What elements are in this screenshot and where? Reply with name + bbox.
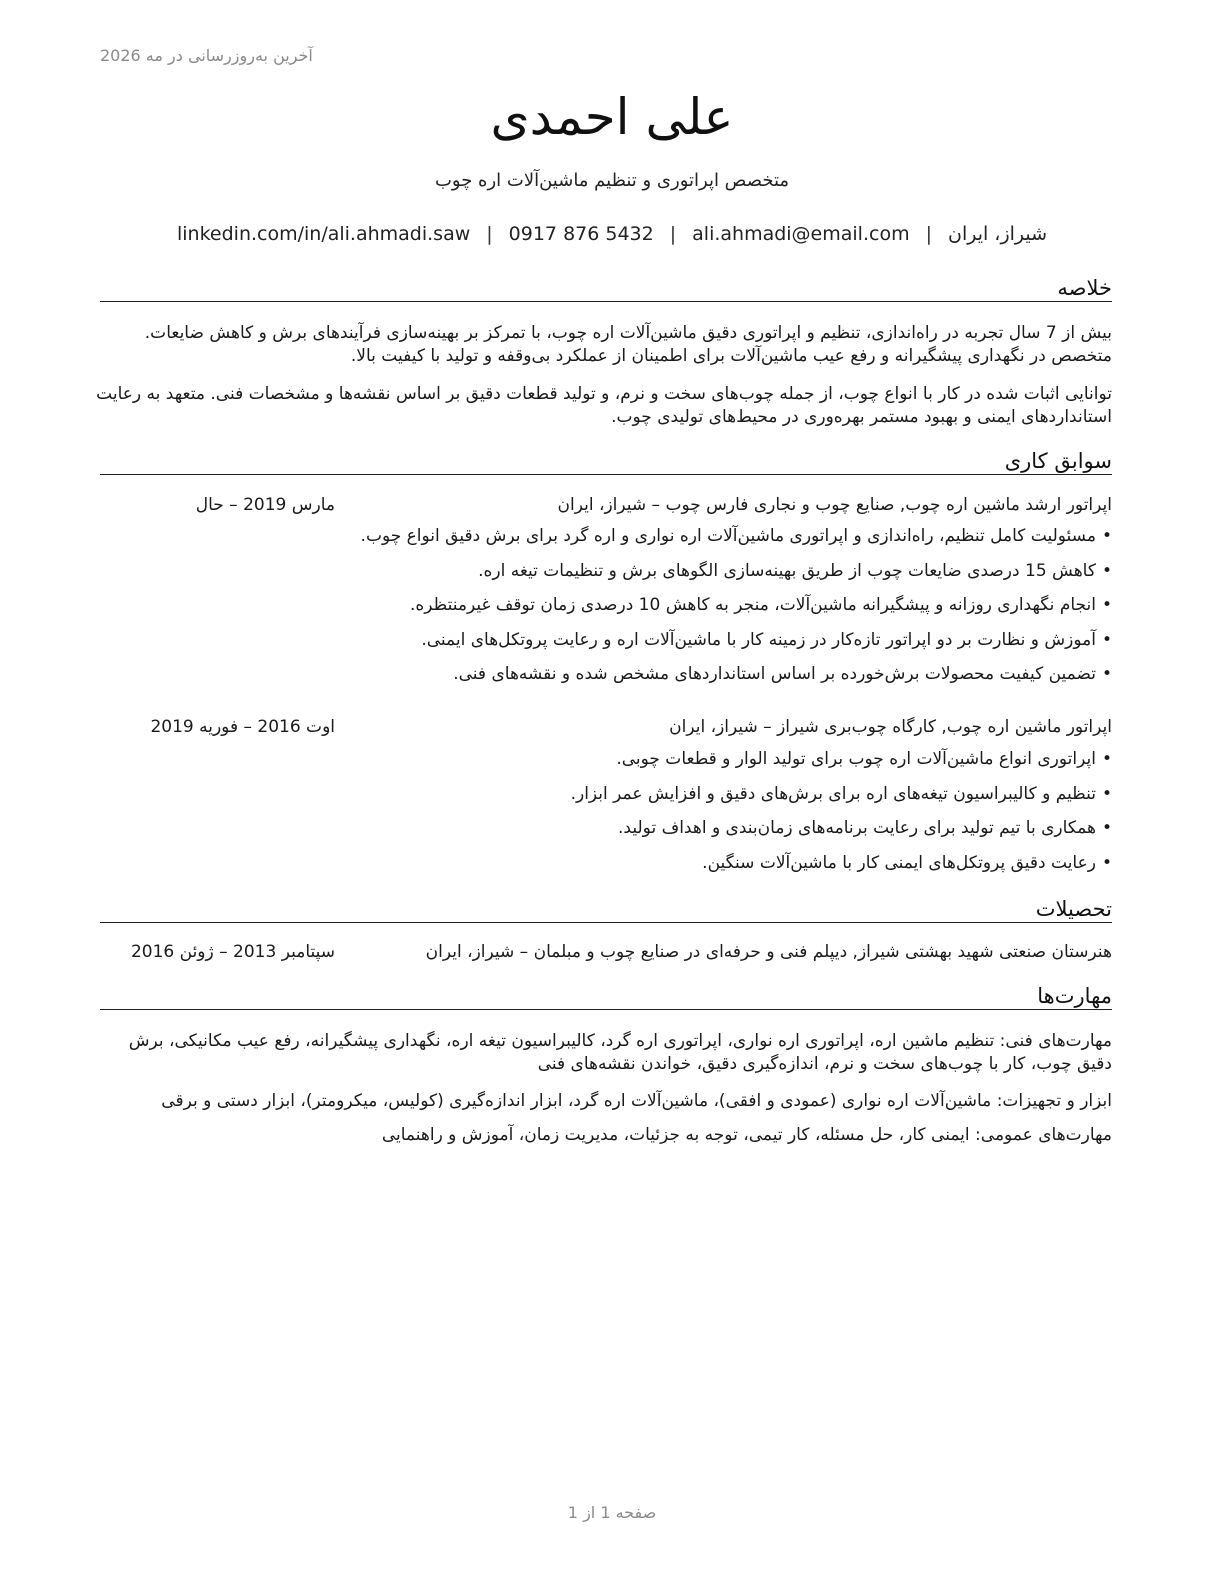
list-item: [100, 811, 1112, 846]
bullet-text: انجام نگهداری روزانه و پیشگیرانه ماشین‌آلات، منجر به کاهش 10 درصدی زمان توقف غیرمنتظره.: [409, 595, 1096, 615]
contact-separator: |: [925, 223, 932, 245]
education-dates: سپتامبر 2013 – ژوئن 2016: [130, 942, 335, 962]
page-number: صفحه 1 از 1: [567, 1503, 657, 1522]
list-item: [100, 846, 1112, 881]
bullet-icon: •: [1101, 560, 1112, 581]
skills-general: مهارت‌های عمومی: ایمنی کار، حل مسئله، کار تیمی، توجه به جزئیات، مدیریت زمان، آموزش و راهنمایی: [381, 1125, 1112, 1145]
contact-linkedin[interactable]: linkedin.com/in/ali.ahmadi.saw: [176, 223, 471, 245]
skills-technical: مهارت‌های فنی: تنظیم ماشین اره، اپراتوری اره نواری، اپراتوری اره گرد، کالیبراسیون تیغه اره، نگهداری پیشگیرانه، رفع عیب مکانیکی، برش دقیق چوب، کار با چوب‌های سخت و نرم، اندازه‌گیری دقیق، خواندن نقشه‌های فنی: [128, 1031, 1112, 1074]
bullet-icon: •: [1101, 629, 1112, 650]
bullet-icon: •: [1101, 526, 1112, 546]
list-item: [100, 519, 1112, 554]
contact-separator: |: [669, 223, 677, 245]
summary-paragraph: بیش از 7 سال تجربه در راه‌اندازی، تنظیم و اپراتوری دقیق ماشین‌آلات اره چوب، با تمرکز بر بهینه‌سازی فرآیندهای برش و کاهش ضایعات. متخصص در نگهداری پیشگیرانه و رفع عیب ماشین‌آلات برای اطمینان از عملکرد بی‌وقفه و تولید با کیفیت بالا.: [144, 323, 1112, 366]
bullet-icon: •: [1101, 749, 1112, 769]
list-item: [100, 657, 1112, 692]
bullet-text: آموزش و نظارت بر دو اپراتور تازه‌کار در زمینه کار با ماشین‌آلات اره و رعایت پروتکل‌های ایمنی.: [421, 629, 1096, 650]
job-header: [100, 495, 1112, 515]
job-title-line: اپراتور ارشد ماشین اره چوب, صنایع چوب و نجاری فارس چوب – شیراز، ایران: [557, 495, 1112, 515]
job-title-line: اپراتور ماشین اره چوب, کارگاه چوب‌بری شیراز – شیراز، ایران: [669, 717, 1112, 737]
summary-paragraph: توانایی اثبات شده در کار با انواع چوب، از جمله چوب‌های سخت و نرم، و تولید قطعات دقیق بر اساس نقشه‌ها و مشخصات فنی. متعهد به رعایت استانداردهای ایمنی و بهبود مستمر بهره‌وری در محیط‌های تولیدی چوب.: [96, 384, 1112, 427]
list-item: [100, 777, 1112, 812]
contact-email[interactable]: ali.ahmadi@email.com: [692, 223, 910, 245]
bullet-icon: •: [1101, 783, 1112, 804]
bullet-icon: •: [1101, 664, 1112, 684]
contact-line: [0, 223, 1224, 245]
list-item: [100, 588, 1112, 623]
candidate-name: علی احمدی: [490, 88, 734, 146]
bullet-text: رعایت دقیق پروتکل‌های ایمنی کار با ماشین‌آلات سنگین.: [702, 852, 1096, 873]
skills-tools: ابزار و تجهیزات: ماشین‌آلات اره نواری (عمودی و افقی)، ماشین‌آلات اره گرد، ابزار اندازه‌گیری (کولیس، میکرومتر)، ابزار دستی و برقی: [161, 1091, 1112, 1111]
section-heading-education: تحصیلات: [100, 897, 1112, 923]
education-text: هنرستان صنعتی شهید بهشتی شیراز, دیپلم فنی و حرفه‌ای در صنایع چوب و مبلمان – شیراز، ایران: [425, 942, 1112, 962]
job-bullet-list: [100, 519, 1112, 692]
bullet-text: همکاری با تیم تولید برای رعایت برنامه‌های زمان‌بندی و اهداف تولید.: [618, 818, 1096, 838]
bullet-text: تضمین کیفیت محصولات برش‌خورده بر اساس استانداردهای مشخص شده و نقشه‌های فنی.: [453, 664, 1096, 684]
bullet-icon: •: [1101, 595, 1112, 615]
bullet-text: اپراتوری انواع ماشین‌آلات اره چوب برای تولید الوار و قطعات چوبی.: [616, 749, 1096, 769]
bullet-text: تنظیم و کالیبراسیون تیغه‌های اره برای برش‌های دقیق و افزایش عمر ابزار.: [570, 783, 1096, 804]
job-dates: مارس 2019 – حال: [195, 495, 335, 515]
professional-title: متخصص اپراتوری و تنظیم ماشین‌آلات اره چوب: [434, 170, 790, 191]
job-dates: اوت 2016 – فوریه 2019: [150, 717, 335, 737]
section-heading-summary: خلاصه: [100, 276, 1112, 302]
contact-phone[interactable]: 0917 876 5432: [508, 223, 654, 245]
bullet-text: مسئولیت کامل تنظیم، راه‌اندازی و اپراتوری ماشین‌آلات اره نواری و اره گرد برای برش دقیق انواع چوب.: [360, 526, 1096, 546]
section-heading-skills: مهارت‌ها: [100, 984, 1112, 1010]
contact-location: شیراز، ایران: [947, 223, 1048, 245]
last-updated-note: آخرین به‌روزرسانی در مه 2026: [100, 46, 313, 65]
education-entry: [100, 942, 1112, 962]
list-item: [100, 623, 1112, 658]
bullet-icon: •: [1101, 818, 1112, 838]
job-header: [100, 717, 1112, 737]
bullet-icon: •: [1101, 852, 1112, 873]
section-heading-experience: سوابق کاری: [100, 449, 1112, 475]
contact-separator: |: [486, 223, 493, 245]
bullet-text: کاهش 15 درصدی ضایعات چوب از طریق بهینه‌سازی الگوهای برش و تنظیمات تیغه اره.: [478, 560, 1096, 581]
job-bullet-list: [100, 742, 1112, 880]
list-item: [100, 554, 1112, 589]
list-item: [100, 742, 1112, 777]
